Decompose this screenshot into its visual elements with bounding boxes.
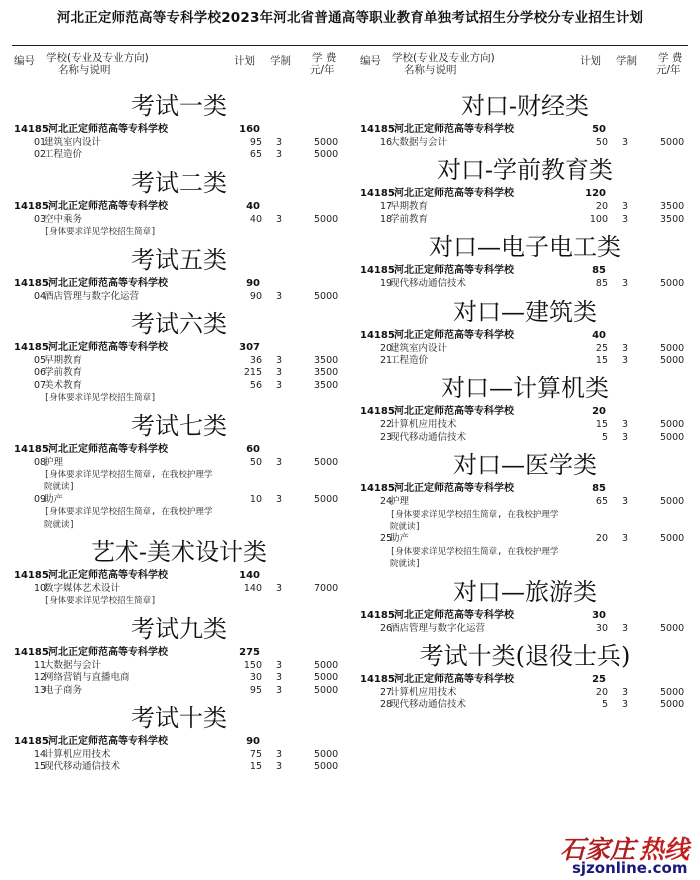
major-years: 3 <box>276 379 283 391</box>
major-fee: 5000 <box>660 496 685 508</box>
category-title: 对口-财经类 <box>460 92 590 120</box>
major-plan: 20 <box>595 201 608 213</box>
major-note: [身体要求详见学校招生简章] <box>44 227 157 238</box>
major-name: 计算机应用技术 <box>390 419 457 431</box>
major-fee: 5000 <box>660 699 685 711</box>
category-title: 考试七类 <box>131 411 227 440</box>
header-fee-unit: 元/年 <box>310 64 335 76</box>
major-plan: 5 <box>601 431 608 443</box>
major-number: 10 <box>34 583 47 594</box>
major-fee: 5000 <box>314 684 339 696</box>
major-note: [身体要求详见学校招生简章, 在我校护理学 <box>44 470 213 480</box>
major-years: 3 <box>276 367 283 379</box>
school-name: 河北正定师范高等专科学校 <box>394 406 514 418</box>
header-code: 编号 <box>14 55 35 67</box>
major-fee: 3500 <box>314 367 339 379</box>
top-rule <box>12 45 688 46</box>
major-fee: 5000 <box>314 749 339 760</box>
major-name: 建筑室内设计 <box>390 342 448 354</box>
category-title: 对口—电子电工类 <box>429 233 621 262</box>
major-years: 3 <box>276 355 283 366</box>
header-school: 学校(专业及专业方向) <box>392 52 495 64</box>
major-number: 18 <box>380 213 393 225</box>
school-plan-total: 25 <box>592 674 606 685</box>
major-name: 早期教育 <box>390 201 429 213</box>
major-number: 23 <box>380 431 393 443</box>
major-name: 电子商务 <box>44 684 83 696</box>
school-code: 14185 <box>14 200 49 212</box>
major-fee: 5000 <box>660 355 685 366</box>
school-code: 14185 <box>360 674 395 685</box>
major-number: 03 <box>34 213 47 225</box>
header-code: 编号 <box>360 55 381 67</box>
major-number: 02 <box>34 149 47 161</box>
major-note: [身体要求详见学校招生简章] <box>44 596 157 607</box>
school-plan-total: 30 <box>592 609 606 621</box>
major-number: 26 <box>380 622 393 634</box>
major-fee: 5000 <box>660 137 685 148</box>
category-title: 对口—建筑类 <box>453 297 597 326</box>
major-years: 3 <box>276 493 283 505</box>
major-years: 3 <box>276 684 283 696</box>
major-plan: 90 <box>249 290 262 302</box>
major-fee: 7000 <box>314 583 339 594</box>
school-name: 河北正定师范高等专科学校 <box>48 342 168 353</box>
major-number: 20 <box>380 342 393 354</box>
school-name: 河北正定师范高等专科学校 <box>394 329 514 341</box>
major-note: 院就读] <box>390 559 421 570</box>
major-note: [身体要求详见学校招生简章, 在我校护理学 <box>390 509 559 520</box>
major-number: 27 <box>380 687 393 698</box>
major-fee: 5000 <box>314 456 339 468</box>
school-plan-total: 50 <box>592 124 606 135</box>
major-fee: 5000 <box>660 342 685 354</box>
major-name: 现代移动通信技术 <box>390 699 467 711</box>
school-plan-total: 40 <box>246 200 260 212</box>
major-plan: 15 <box>249 761 262 773</box>
major-years: 3 <box>622 419 629 431</box>
school-name: 河北正定师范高等专科学校 <box>394 674 514 685</box>
school-name: 河北正定师范高等专科学校 <box>48 736 168 747</box>
major-name: 学前教育 <box>44 367 83 379</box>
school-code: 14185 <box>14 124 49 135</box>
major-name: 现代移动通信技术 <box>390 278 467 290</box>
major-years: 3 <box>276 761 283 773</box>
major-fee: 3500 <box>314 355 339 366</box>
header-years: 学制 <box>616 55 637 67</box>
major-years: 3 <box>622 699 629 711</box>
school-name: 河北正定师范高等专科学校 <box>48 570 168 581</box>
category-title: 考试六类 <box>131 310 227 338</box>
school-plan-total: 120 <box>585 188 606 200</box>
major-name: 酒店管理与数字化运营 <box>390 622 486 634</box>
major-number: 28 <box>380 699 393 711</box>
major-years: 3 <box>622 496 629 508</box>
school-code: 14185 <box>14 342 49 353</box>
major-number: 17 <box>380 201 393 213</box>
major-years: 3 <box>276 583 283 594</box>
major-name: 助产 <box>44 493 64 505</box>
major-plan: 20 <box>595 533 608 545</box>
major-name: 建筑室内设计 <box>44 137 102 148</box>
major-fee: 5000 <box>314 659 339 671</box>
category-title: 考试十类(退役士兵) <box>419 642 631 670</box>
school-code: 14185 <box>360 124 395 135</box>
major-plan: 150 <box>243 659 262 671</box>
major-name: 酒店管理与数字化运营 <box>44 290 140 302</box>
school-name: 河北正定师范高等专科学校 <box>48 277 168 289</box>
school-plan-total: 60 <box>246 443 260 455</box>
category-title: 考试二类 <box>131 168 227 197</box>
major-fee: 5000 <box>314 149 339 161</box>
major-plan: 50 <box>595 137 608 148</box>
major-years: 3 <box>276 137 283 148</box>
school-code: 14185 <box>14 570 49 581</box>
major-years: 3 <box>276 213 283 225</box>
major-plan: 100 <box>589 213 608 225</box>
school-plan-total: 90 <box>246 277 260 289</box>
major-name: 计算机应用技术 <box>390 687 457 698</box>
major-note: 院就读] <box>390 522 421 532</box>
school-name: 河北正定师范高等专科学校 <box>48 646 168 658</box>
school-name: 河北正定师范高等专科学校 <box>48 200 168 212</box>
school-name: 河北正定师范高等专科学校 <box>394 609 514 621</box>
major-plan: 56 <box>249 379 262 391</box>
major-plan: 40 <box>249 213 262 225</box>
major-plan: 140 <box>243 583 262 594</box>
major-years: 3 <box>622 687 629 698</box>
major-plan: 50 <box>249 456 262 468</box>
school-name: 河北正定师范高等专科学校 <box>394 188 514 200</box>
major-fee: 5000 <box>314 213 339 225</box>
major-fee: 5000 <box>314 290 339 302</box>
header-school: 学校(专业及专业方向) <box>46 52 149 64</box>
school-name: 河北正定师范高等专科学校 <box>48 124 168 135</box>
major-name: 计算机应用技术 <box>44 749 111 760</box>
watermark-site: sjzonline.com <box>572 859 688 877</box>
category-title: 考试十类 <box>131 704 227 732</box>
major-years: 3 <box>622 533 629 545</box>
major-name: 现代移动通信技术 <box>390 431 467 443</box>
school-plan-total: 40 <box>592 329 606 341</box>
school-name: 河北正定师范高等专科学校 <box>394 265 514 277</box>
major-years: 3 <box>622 213 629 225</box>
major-fee: 5000 <box>314 137 339 148</box>
major-number: 13 <box>34 684 47 696</box>
major-plan: 15 <box>595 355 608 366</box>
school-plan-total: 275 <box>239 646 260 658</box>
major-number: 06 <box>34 367 47 379</box>
major-name: 空中乘务 <box>44 213 83 225</box>
major-fee: 5000 <box>660 687 685 698</box>
major-name: 数字媒体艺术设计 <box>44 583 121 594</box>
major-years: 3 <box>622 342 629 354</box>
major-note: 院就读] <box>44 519 75 530</box>
major-fee: 3500 <box>314 379 339 391</box>
major-number: 12 <box>34 672 47 684</box>
major-plan: 30 <box>249 672 262 684</box>
school-code: 14185 <box>14 646 49 658</box>
major-number: 11 <box>34 659 47 671</box>
major-number: 09 <box>34 493 47 505</box>
major-plan: 95 <box>249 137 262 148</box>
header-name: 名称与说明 <box>58 64 111 76</box>
major-years: 3 <box>276 149 283 161</box>
major-name: 护理 <box>390 496 410 508</box>
major-fee: 5000 <box>314 672 339 684</box>
major-years: 3 <box>276 659 283 671</box>
major-number: 21 <box>380 355 393 366</box>
major-plan: 65 <box>595 496 608 508</box>
major-years: 3 <box>622 431 629 443</box>
school-plan-total: 85 <box>592 483 606 495</box>
school-plan-total: 140 <box>239 570 260 581</box>
major-number: 04 <box>34 290 47 302</box>
page-title: 河北正定师范高等专科学校2023年河北省普通高等职业教育单独考试招生分学校分专业招生计划 <box>56 10 644 26</box>
major-name: 助产 <box>390 533 410 545</box>
major-fee: 5000 <box>660 431 685 443</box>
school-code: 14185 <box>14 736 49 747</box>
major-fee: 5000 <box>660 622 685 634</box>
major-plan: 85 <box>595 278 608 290</box>
category-title: 考试五类 <box>131 245 227 274</box>
major-years: 3 <box>622 355 629 366</box>
major-number: 05 <box>34 355 47 366</box>
major-fee: 3500 <box>660 213 685 225</box>
major-plan: 20 <box>595 687 608 698</box>
category-title: 考试一类 <box>131 92 227 120</box>
major-note: [身体要求详见学校招生简章, 在我校护理学 <box>390 546 559 557</box>
major-years: 3 <box>276 290 283 302</box>
school-code: 14185 <box>360 265 395 277</box>
category-title: 艺术-美术设计类 <box>90 538 268 566</box>
school-plan-total: 90 <box>246 736 260 747</box>
major-plan: 15 <box>595 419 608 431</box>
major-number: 25 <box>380 533 393 545</box>
major-plan: 215 <box>243 367 262 379</box>
major-fee: 5000 <box>660 278 685 290</box>
major-number: 08 <box>34 456 47 468</box>
major-note: [身体要求详见学校招生简章] <box>44 393 157 404</box>
major-name: 护理 <box>44 456 64 468</box>
header-fee: 学 费 <box>658 52 683 64</box>
major-note: 院就读] <box>44 482 75 493</box>
major-plan: 65 <box>249 149 262 161</box>
major-fee: 5000 <box>314 493 339 505</box>
header-fee-unit: 元/年 <box>656 64 681 76</box>
major-name: 网络营销与直播电商 <box>44 672 130 684</box>
major-number: 14 <box>34 749 47 760</box>
header-name: 名称与说明 <box>404 64 457 76</box>
school-name: 河北正定师范高等专科学校 <box>394 483 514 495</box>
major-note: [身体要求详见学校招生简章, 在我校护理学 <box>44 507 213 518</box>
school-plan-total: 307 <box>239 342 260 353</box>
school-code: 14185 <box>360 188 395 200</box>
major-years: 3 <box>276 672 283 684</box>
major-plan: 95 <box>249 684 262 696</box>
major-years: 3 <box>276 749 283 760</box>
school-plan-total: 160 <box>239 124 260 135</box>
major-plan: 36 <box>249 355 262 366</box>
major-number: 16 <box>380 137 393 148</box>
major-number: 19 <box>380 278 393 290</box>
major-name: 大数据与会计 <box>44 659 102 671</box>
major-plan: 25 <box>595 342 608 354</box>
major-name: 学前教育 <box>390 213 429 225</box>
major-name: 美术教育 <box>44 379 83 391</box>
school-code: 14185 <box>360 329 395 341</box>
major-fee: 5000 <box>660 419 685 431</box>
school-plan-total: 85 <box>592 265 606 277</box>
header-years: 学制 <box>270 55 291 67</box>
major-years: 3 <box>622 137 629 148</box>
major-number: 22 <box>380 419 393 431</box>
major-fee: 3500 <box>660 201 685 213</box>
category-title: 对口—计算机类 <box>441 374 609 403</box>
school-code: 14185 <box>360 406 395 418</box>
category-title: 对口-学前教育类 <box>436 156 614 185</box>
major-plan: 30 <box>595 622 608 634</box>
major-years: 3 <box>622 622 629 634</box>
major-years: 3 <box>622 278 629 290</box>
watermark-brand: 石家庄 热线 <box>560 835 690 864</box>
major-number: 15 <box>34 761 47 773</box>
school-code: 14185 <box>14 277 49 289</box>
header-plan: 计划 <box>234 55 255 67</box>
school-code: 14185 <box>14 443 49 455</box>
header-plan: 计划 <box>580 55 601 67</box>
major-plan: 5 <box>601 699 608 711</box>
school-plan-total: 20 <box>592 406 606 418</box>
major-name: 早期教育 <box>44 355 83 366</box>
major-name: 工程造价 <box>44 149 83 161</box>
major-name: 现代移动通信技术 <box>44 761 121 773</box>
major-plan: 75 <box>249 749 262 760</box>
school-code: 14185 <box>360 609 395 621</box>
major-years: 3 <box>622 201 629 213</box>
major-name: 大数据与会计 <box>390 137 448 148</box>
major-number: 24 <box>380 496 393 508</box>
school-code: 14185 <box>360 483 395 495</box>
major-name: 工程造价 <box>390 355 429 366</box>
category-title: 对口—旅游类 <box>453 577 597 606</box>
school-name: 河北正定师范高等专科学校 <box>48 443 168 455</box>
major-fee: 5000 <box>660 533 685 545</box>
header-fee: 学 费 <box>312 52 337 64</box>
major-plan: 10 <box>249 493 262 505</box>
major-number: 07 <box>34 379 47 391</box>
major-number: 01 <box>34 137 47 148</box>
major-fee: 5000 <box>314 761 339 773</box>
major-years: 3 <box>276 456 283 468</box>
category-title: 对口—医学类 <box>453 451 597 480</box>
school-name: 河北正定师范高等专科学校 <box>394 124 514 135</box>
category-title: 考试九类 <box>131 614 227 643</box>
